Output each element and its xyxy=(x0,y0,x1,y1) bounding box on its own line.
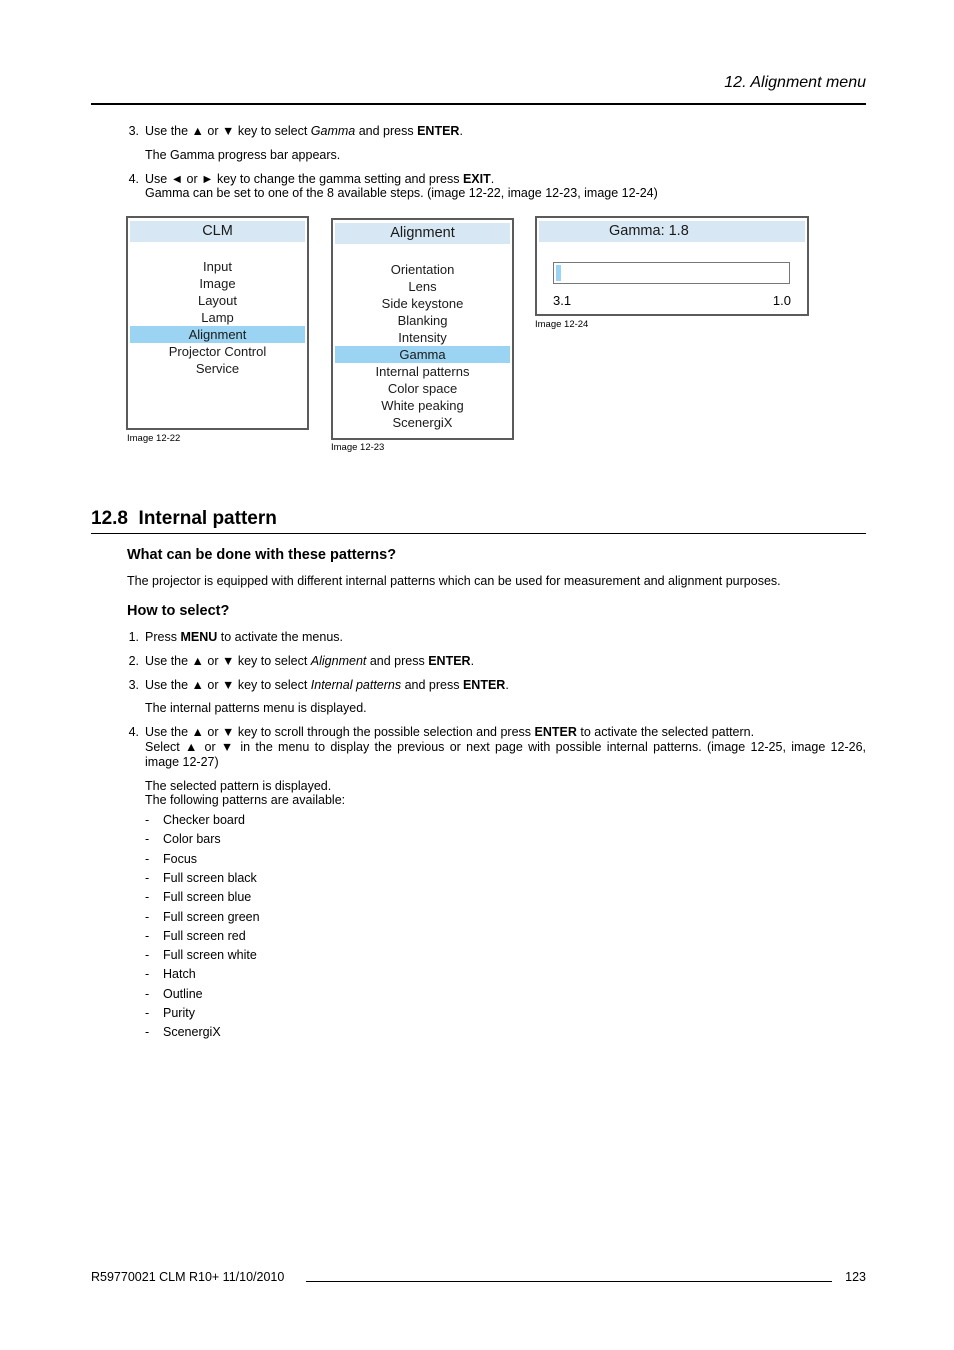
gamma-title: Gamma: 1.8 xyxy=(539,221,805,242)
section-rule xyxy=(91,533,866,534)
alignment-menu-screenshot xyxy=(331,218,514,440)
list-item: Full screen white xyxy=(163,948,257,963)
menu-item: Color space xyxy=(387,381,458,396)
step-4-text: Use ◄ or ► key to change the gamma setting and press EXIT. xyxy=(145,172,495,186)
menu-item: Orientation xyxy=(390,262,455,277)
clm-menu-title: CLM xyxy=(130,221,305,242)
menu-item: ScenergiX xyxy=(392,415,453,430)
menu-item: Blanking xyxy=(397,313,448,328)
list-bullet: - xyxy=(145,1006,150,1020)
list-bullet: - xyxy=(145,1025,150,1040)
step-number: 3. xyxy=(128,678,139,692)
gamma-max-value: 1.0 xyxy=(772,293,791,308)
menu-item: Projector Control xyxy=(168,344,267,359)
list-item: Full screen red xyxy=(163,928,246,943)
list-item: Full screen black xyxy=(163,870,257,885)
menu-item: Service xyxy=(195,361,240,376)
list-bullet: - xyxy=(145,870,150,885)
list-item: Color bars xyxy=(163,832,221,847)
menu-item: Lamp xyxy=(201,310,234,325)
subheading-how: How to select? xyxy=(127,603,230,619)
list-item: Full screen green xyxy=(163,909,260,924)
list-bullet: - xyxy=(145,928,150,943)
note-available: The following patterns are available: xyxy=(145,793,346,807)
gamma-progress-fill xyxy=(556,265,561,281)
list-item: Focus xyxy=(163,851,198,866)
list-item: Hatch xyxy=(163,967,196,982)
list-bullet: - xyxy=(145,967,150,982)
menu-item: Internal patterns xyxy=(375,364,470,379)
header-rule xyxy=(91,103,866,105)
list-item: ScenergiX xyxy=(163,1025,221,1040)
step-4b-line2: Select ▲ or ▼ in the menu to display the previous or next page with possible internal patterns. (image 12-25, image 12-26, xyxy=(145,740,866,754)
step-3-note: The Gamma progress bar appears. xyxy=(145,148,341,162)
step-4b-text: Use the ▲ or ▼ key to scroll through the possible selection and press ENTER to activate the selected pattern. xyxy=(145,725,755,739)
menu-item: White peaking xyxy=(381,398,464,413)
note-selected: The selected pattern is displayed. xyxy=(145,779,332,793)
subheading-what: What can be done with these patterns? xyxy=(127,547,397,563)
step-3b-note: The internal patterns menu is displayed. xyxy=(145,701,367,715)
section-heading: 12.8 Internal pattern xyxy=(91,508,277,529)
paragraph-intro: The projector is equipped with different internal patterns which can be used for measurement and alignment purposes. xyxy=(127,574,781,588)
list-bullet: - xyxy=(145,813,150,827)
menu-item: Gamma xyxy=(335,346,510,363)
list-item: Purity xyxy=(163,1006,195,1020)
step-number: 1. xyxy=(128,630,139,644)
list-bullet: - xyxy=(145,948,150,963)
gamma-progress-bar xyxy=(553,262,790,284)
menu-item: Intensity xyxy=(398,330,447,345)
list-bullet: - xyxy=(145,851,150,866)
step-3b-text: Use the ▲ or ▼ key to select Internal patterns and press ENTER. xyxy=(145,678,509,692)
step-number: 2. xyxy=(128,654,139,668)
running-header-title: 12. Alignment menu xyxy=(724,74,866,91)
list-bullet: - xyxy=(145,890,150,905)
gamma-progress-screenshot xyxy=(535,216,809,316)
step-1-text: Press MENU to activate the menus. xyxy=(145,630,344,644)
step-4b-line3: image 12-27) xyxy=(145,755,219,769)
menu-item: Image xyxy=(199,276,236,291)
list-item: Outline xyxy=(163,986,203,1001)
gamma-min-value: 3.1 xyxy=(553,293,572,308)
footer-docinfo: R59770021 CLM R10+ 11/10/2010 xyxy=(91,1270,285,1284)
list-item: Full screen blue xyxy=(163,890,252,905)
list-bullet: - xyxy=(145,832,150,847)
step-number: 4. xyxy=(128,172,139,186)
step-number: 3. xyxy=(128,124,139,138)
image-caption: Image 12-23 xyxy=(331,442,385,453)
footer-rule xyxy=(306,1281,832,1282)
step-3-text: Use the ▲ or ▼ key to select Gamma and press ENTER. xyxy=(145,124,463,138)
list-bullet: - xyxy=(145,986,150,1001)
image-caption: Image 12-24 xyxy=(535,319,589,330)
menu-item: Layout xyxy=(197,293,238,308)
list-bullet: - xyxy=(145,909,150,924)
menu-item: Input xyxy=(203,259,232,274)
clm-menu-screenshot xyxy=(126,216,309,430)
step-2-text: Use the ▲ or ▼ key to select Alignment and press ENTER. xyxy=(145,654,475,668)
menu-item: Alignment xyxy=(130,326,305,343)
image-caption: Image 12-22 xyxy=(127,433,181,444)
step-4-line2: Gamma can be set to one of the 8 available steps. (image 12-22, image 12-23, image 12-24) xyxy=(145,186,658,200)
menu-item: Lens xyxy=(408,279,437,294)
step-number: 4. xyxy=(128,725,139,739)
list-item: Checker board xyxy=(163,813,245,827)
menu-item: Side keystone xyxy=(381,296,464,311)
alignment-menu-title: Alignment xyxy=(335,223,510,244)
footer-page-number: 123 xyxy=(845,1270,866,1284)
